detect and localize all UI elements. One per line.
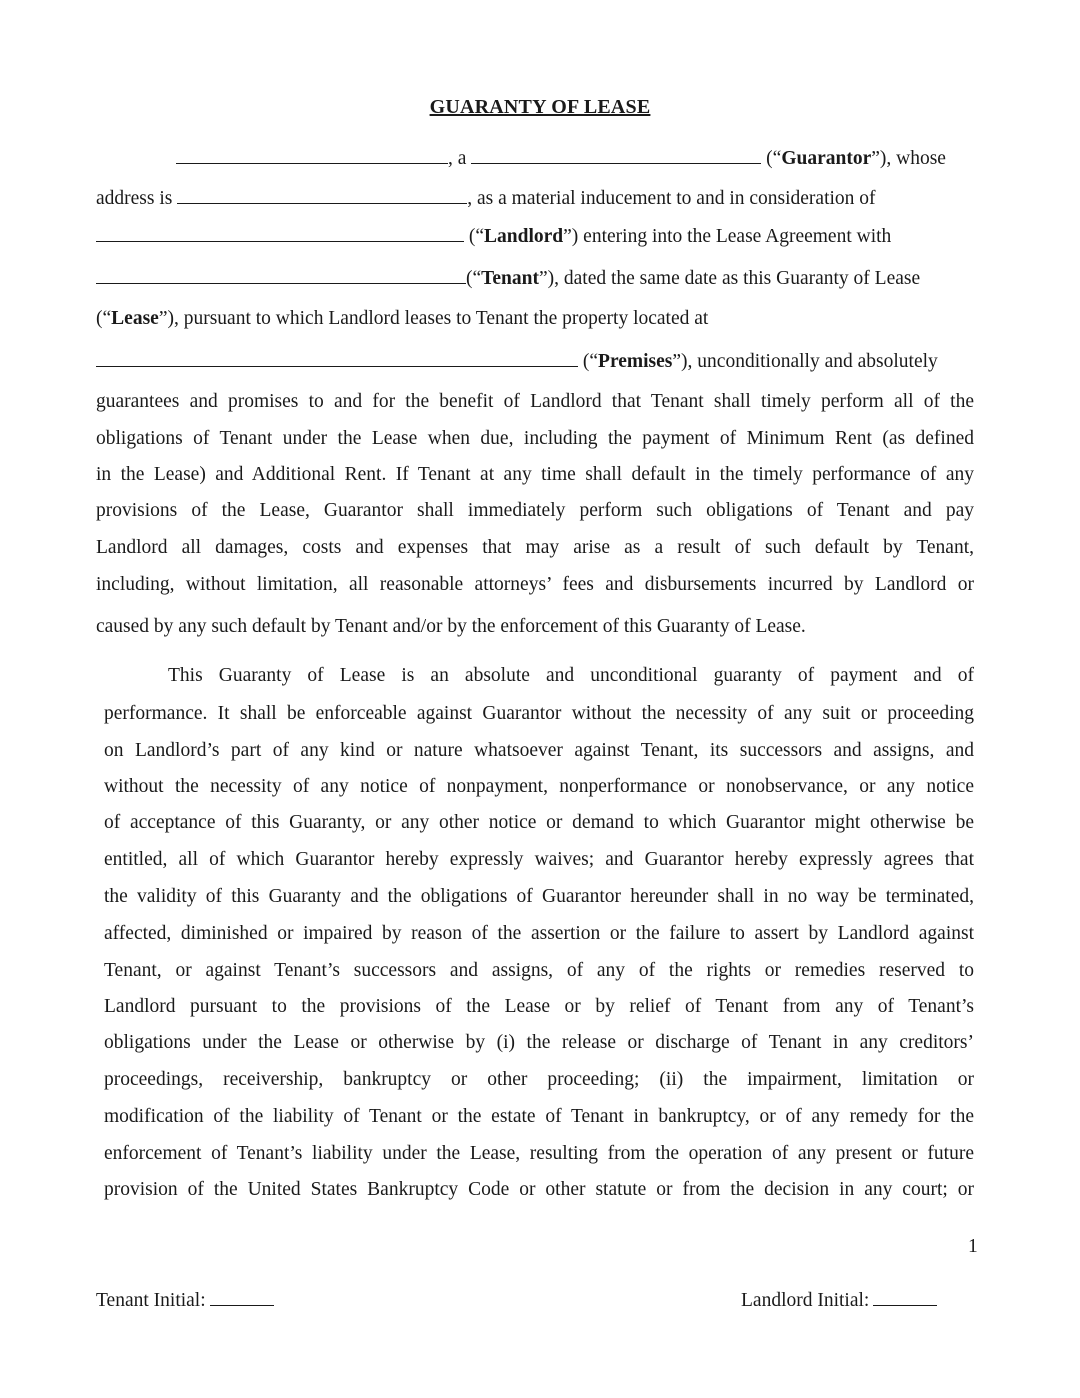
intro-line-2-end: , as a material inducement to and in consideration of <box>467 188 876 209</box>
intro-line-1 <box>176 146 946 171</box>
paragraph-2-line: Landlord pursuant to the provisions of the Lease or by relief of Tenant from any of Tenant’s <box>104 996 974 1017</box>
guarantor-close: ”), whose <box>871 148 946 169</box>
tenant-defined-term: Tenant <box>481 268 539 289</box>
landlord-defined-term: Landlord <box>484 226 564 247</box>
intro-line-6-end: ”), unconditionally and absolutely <box>672 351 938 372</box>
lease-open: (“ <box>96 308 112 329</box>
intro-body-line: provisions of the Lease, Guarantor shall immediately perform such obligations of Tenant and pay <box>96 500 974 521</box>
intro-line-5-end: ”), pursuant to which Landlord leases to Tenant the property located at <box>158 308 709 329</box>
intro-line-4-end: ”), dated the same date as this Guaranty of Lease <box>538 268 921 289</box>
guarantor-defined-term: Guarantor <box>781 148 872 169</box>
paragraph-2-line: Tenant, or against Tenant’s successors and assigns, of any of the rights or remedies reserved to <box>104 960 974 981</box>
guarantor-entity-blank[interactable] <box>471 146 761 164</box>
address-blank[interactable] <box>177 186 467 204</box>
paragraph-2-line: performance. It shall be enforceable against Guarantor without the necessity of any suit or proceeding <box>104 703 974 724</box>
paragraph-2-line: the validity of this Guaranty and the obligations of Guarantor hereunder shall in no way be terminated, <box>104 886 974 907</box>
intro-a-text: , a <box>448 148 467 169</box>
tenant-initial-blank[interactable] <box>210 1288 274 1306</box>
landlord-name-blank[interactable] <box>96 224 464 242</box>
intro-line-5 <box>96 307 708 331</box>
tenant-initial-label: Tenant Initial: <box>96 1290 206 1311</box>
paragraph-2-line: affected, diminished or impaired by reason of the assertion or the failure to assert by Landlord against <box>104 923 974 944</box>
page-number: 1 <box>968 1236 978 1257</box>
intro-body-line: guarantees and promises to and for the benefit of Landlord that Tenant shall timely perform all of the <box>96 391 974 412</box>
paragraph-2-line: modification of the liability of Tenant or the estate of Tenant in bankruptcy, or of any remedy for the <box>104 1106 974 1127</box>
lease-defined-term: Lease <box>111 308 159 329</box>
premises-defined-term: Premises <box>598 351 673 372</box>
paragraph-2-line: proceedings, receivership, bankruptcy or other proceeding; (ii) the impairment, limitation or <box>104 1069 974 1090</box>
paragraph-2-line: obligations under the Lease or otherwise by (i) the release or discharge of Tenant in any creditors’ <box>104 1032 974 1053</box>
guarantor-open: (“ <box>766 148 782 169</box>
document-title: GUARANTY OF LEASE <box>429 96 651 118</box>
tenant-name-blank[interactable] <box>96 266 466 284</box>
landlord-initial-blank[interactable] <box>873 1288 937 1306</box>
address-label: address is <box>96 188 173 209</box>
intro-line-2 <box>96 186 876 211</box>
intro-body-line: including, without limitation, all reasonable attorneys’ fees and disbursements incurred by Landlord or <box>96 574 974 595</box>
tenant-open: (“ <box>466 268 482 289</box>
paragraph-2-line: enforcement of Tenant’s liability under the Lease, resulting from the operation of any present or future <box>104 1143 974 1164</box>
intro-line-4 <box>96 266 920 291</box>
intro-line-6 <box>96 349 938 374</box>
premises-blank[interactable] <box>96 349 578 367</box>
landlord-initial-label: Landlord Initial: <box>741 1290 870 1311</box>
intro-body-line: Landlord all damages, costs and expenses that may arise as a result of such default by Tenant, <box>96 537 974 558</box>
paragraph-2-line: provision of the United States Bankruptcy Code or other statute or from the decision in any court; or <box>104 1179 974 1200</box>
paragraph-2-line: This Guaranty of Lease is an absolute and unconditional guaranty of payment and of <box>168 665 974 686</box>
intro-body-line: obligations of Tenant under the Lease when due, including the payment of Minimum Rent (as defined <box>96 428 974 449</box>
paragraph-2-line: on Landlord’s part of any kind or nature whatsoever against Tenant, its successors and assigns, and <box>104 740 974 761</box>
intro-body-line: in the Lease) and Additional Rent. If Tenant at any time shall default in the timely performance of any <box>96 464 974 485</box>
guarantor-name-blank[interactable] <box>176 146 448 164</box>
intro-line-3 <box>96 224 891 249</box>
paragraph-2-line: without the necessity of any notice of nonpayment, nonperformance or nonobservance, or any notice <box>104 776 974 797</box>
paragraph-2-line: of acceptance of this Guaranty, or any other notice or demand to which Guarantor might otherwise be <box>104 812 974 833</box>
premises-open: (“ <box>582 351 599 372</box>
paragraph-2-line: entitled, all of which Guarantor hereby expressly waives; and Guarantor hereby expressly agrees that <box>104 849 974 870</box>
intro-line-3-end: ”) entering into the Lease Agreement with <box>563 226 892 247</box>
landlord-open: (“ <box>468 226 485 247</box>
tenant-initial-field <box>96 1288 274 1312</box>
landlord-initial-field <box>741 1288 937 1312</box>
intro-body-last-line: caused by any such default by Tenant and/or by the enforcement of this Guaranty of Lease. <box>96 616 806 637</box>
